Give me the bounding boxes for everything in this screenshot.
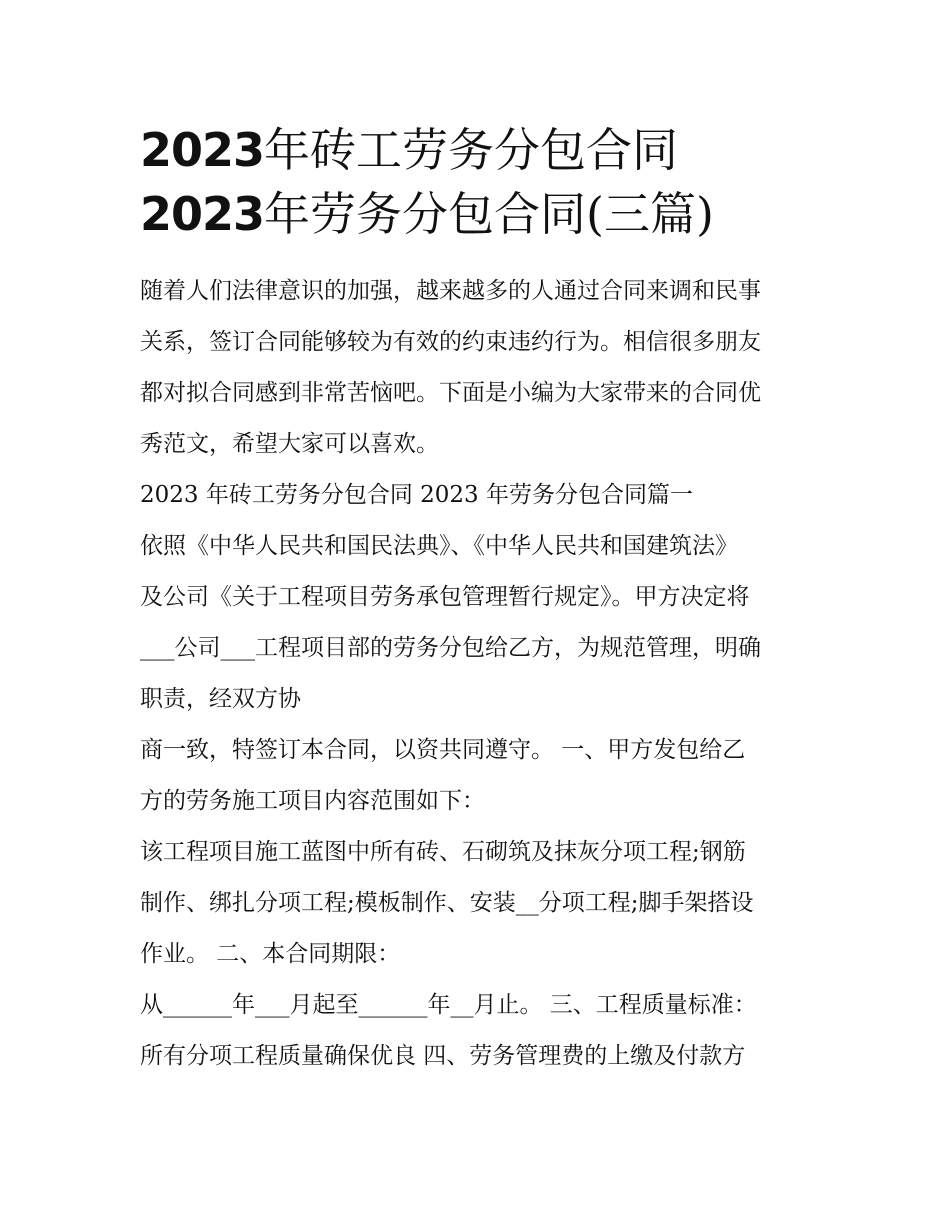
body-line: 及公司《关于工程项目劳务承包管理暂行规定》。甲方决定将	[140, 584, 750, 610]
document-title	[140, 118, 815, 246]
body-line: 从______年___月起至______年__月止。 三、工程质量标准：	[140, 992, 757, 1018]
body-line: 所有分项工程质量确保优良 四、劳务管理费的上缴及付款方	[140, 1043, 746, 1069]
body-line: 制作、绑扎分项工程;模板制作、安装__分项工程;脚手架搭设	[140, 890, 754, 916]
body-line: ___公司___工程项目部的劳务分包给乙方，为规范管理，明确	[140, 635, 761, 661]
body-line: 随着人们法律意识的加强，越来越多的人通过合同来调和民事	[140, 278, 761, 304]
body-line: 该工程项目施工蓝图中所有砖、石砌筑及抹灰分项工程;钢筋	[140, 839, 746, 865]
body-line: 方的劳务施工项目内容范围如下：	[140, 788, 485, 814]
document-body	[140, 266, 815, 1082]
body-line: 职责，经双方协	[140, 686, 301, 712]
title-line-2	[140, 182, 815, 246]
title-year: 2023	[140, 123, 265, 177]
title-year: 2023	[140, 187, 265, 241]
title-text: 年劳务分包合同(三篇)	[264, 187, 714, 241]
body-line: 关系，签订合同能够较为有效的约束违约行为。相信很多朋友	[140, 329, 761, 355]
document-page	[140, 118, 815, 1082]
body-line: 作业。 二、本合同期限：	[140, 941, 401, 967]
section-heading: 2023 年砖工劳务分包合同 2023 年劳务分包合同篇一	[140, 482, 693, 508]
body-line: 秀范文，希望大家可以喜欢。	[140, 431, 439, 457]
body-line: 都对拟合同感到非常苦恼吧。下面是小编为大家带来的合同优	[140, 380, 761, 406]
title-text: 年砖工劳务分包合同	[264, 123, 679, 177]
title-line-1	[140, 118, 815, 182]
body-line: 商一致，特签订本合同，以资共同遵守。 一、甲方发包给乙	[140, 737, 746, 763]
body-line: 依照《中华人民共和国民法典》、《中华人民共和国建筑法》	[140, 533, 738, 559]
